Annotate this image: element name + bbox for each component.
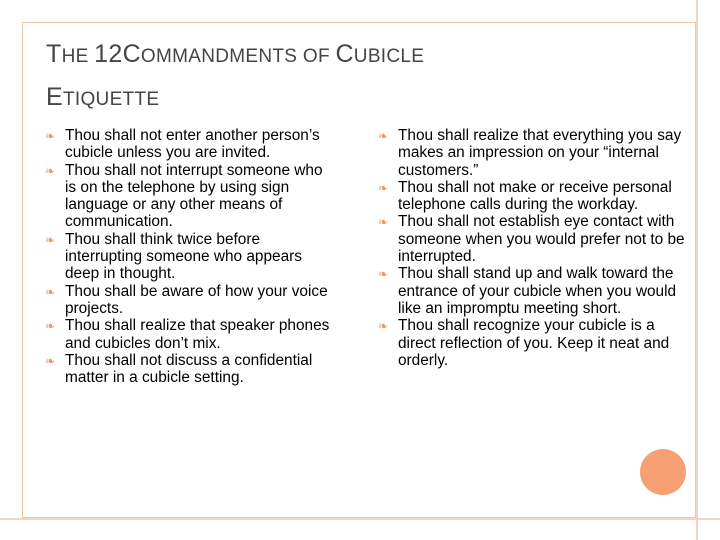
right-bullet-list: [378, 127, 688, 369]
list-item-text: Thou shall stand up and walk toward the entrance of your cubicle when you would like an impromptu meeting short.: [398, 265, 677, 317]
title-part: T: [46, 40, 62, 68]
list-item: [45, 127, 335, 162]
list-item: [45, 352, 335, 387]
decorative-circle: [640, 449, 686, 495]
list-item: [45, 317, 335, 352]
leaf-bullet-icon: ❧: [45, 353, 56, 368]
title-part: HE: [61, 46, 95, 67]
leaf-bullet-icon: ❧: [378, 267, 389, 282]
title-line-1: [46, 40, 424, 68]
leaf-bullet-icon: ❧: [378, 180, 389, 195]
list-item-text: Thou shall think twice before interrupting someone who appears deep in thought.: [65, 230, 302, 283]
list-item: [378, 127, 688, 179]
leaf-bullet-icon: ❧: [45, 284, 56, 299]
list-item-text: Thou shall be aware of how your voice projects.: [65, 282, 328, 317]
list-item-text: Thou shall not interrupt someone who is on the telephone by using sign language or any other means of communication.: [65, 161, 323, 231]
title-part: E: [46, 83, 63, 111]
list-item: [45, 162, 335, 231]
leaf-bullet-icon: ❧: [45, 163, 56, 178]
list-item-text: Thou shall recognize your cubicle is a direct reflection of you. Keep it neat and orderly.: [398, 317, 670, 369]
title-part: OMMANDMENTS: [140, 46, 303, 67]
title-part: 12C: [94, 40, 141, 68]
list-item: [378, 213, 688, 265]
list-item-text: Thou shall not make or receive personal telephone calls during the workday.: [398, 178, 672, 214]
list-item-text: Thou shall not enter another person’s cubicle unless you are invited.: [65, 127, 320, 162]
title-part: UBICLE: [353, 46, 425, 67]
list-item-text: Thou shall not discuss a confidential matter in a cubicle setting.: [65, 351, 313, 387]
title-part: TIQUETTE: [62, 89, 160, 110]
left-bullet-list: [45, 127, 335, 386]
leaf-bullet-icon: ❧: [45, 129, 56, 143]
list-item-text: Thou shall realize that speaker phones and cubicles don’t mix.: [65, 317, 330, 352]
leaf-bullet-icon: ❧: [45, 319, 56, 334]
leaf-bullet-icon: ❧: [378, 319, 389, 334]
list-item: [45, 231, 335, 283]
list-item-text: Thou shall not establish eye contact with someone when you would prefer not to be interrupted.: [398, 213, 685, 266]
list-item: [378, 179, 688, 214]
leaf-bullet-icon: ❧: [378, 215, 389, 230]
leaf-bullet-icon: ❧: [378, 129, 389, 143]
right-accent-band: [696, 0, 698, 540]
list-item-text: Thou shall realize that everything you say makes an impression on your “internal customers.”: [398, 127, 682, 179]
list-item: [378, 317, 688, 369]
leaf-bullet-icon: ❧: [45, 232, 56, 247]
list-item: [45, 283, 335, 318]
title-part: OF: [302, 46, 336, 67]
bottom-accent-band: [0, 518, 720, 520]
list-item: [378, 265, 688, 317]
title-part: C: [335, 40, 354, 68]
title-line-2: [46, 83, 159, 111]
slide-title: [46, 34, 666, 120]
